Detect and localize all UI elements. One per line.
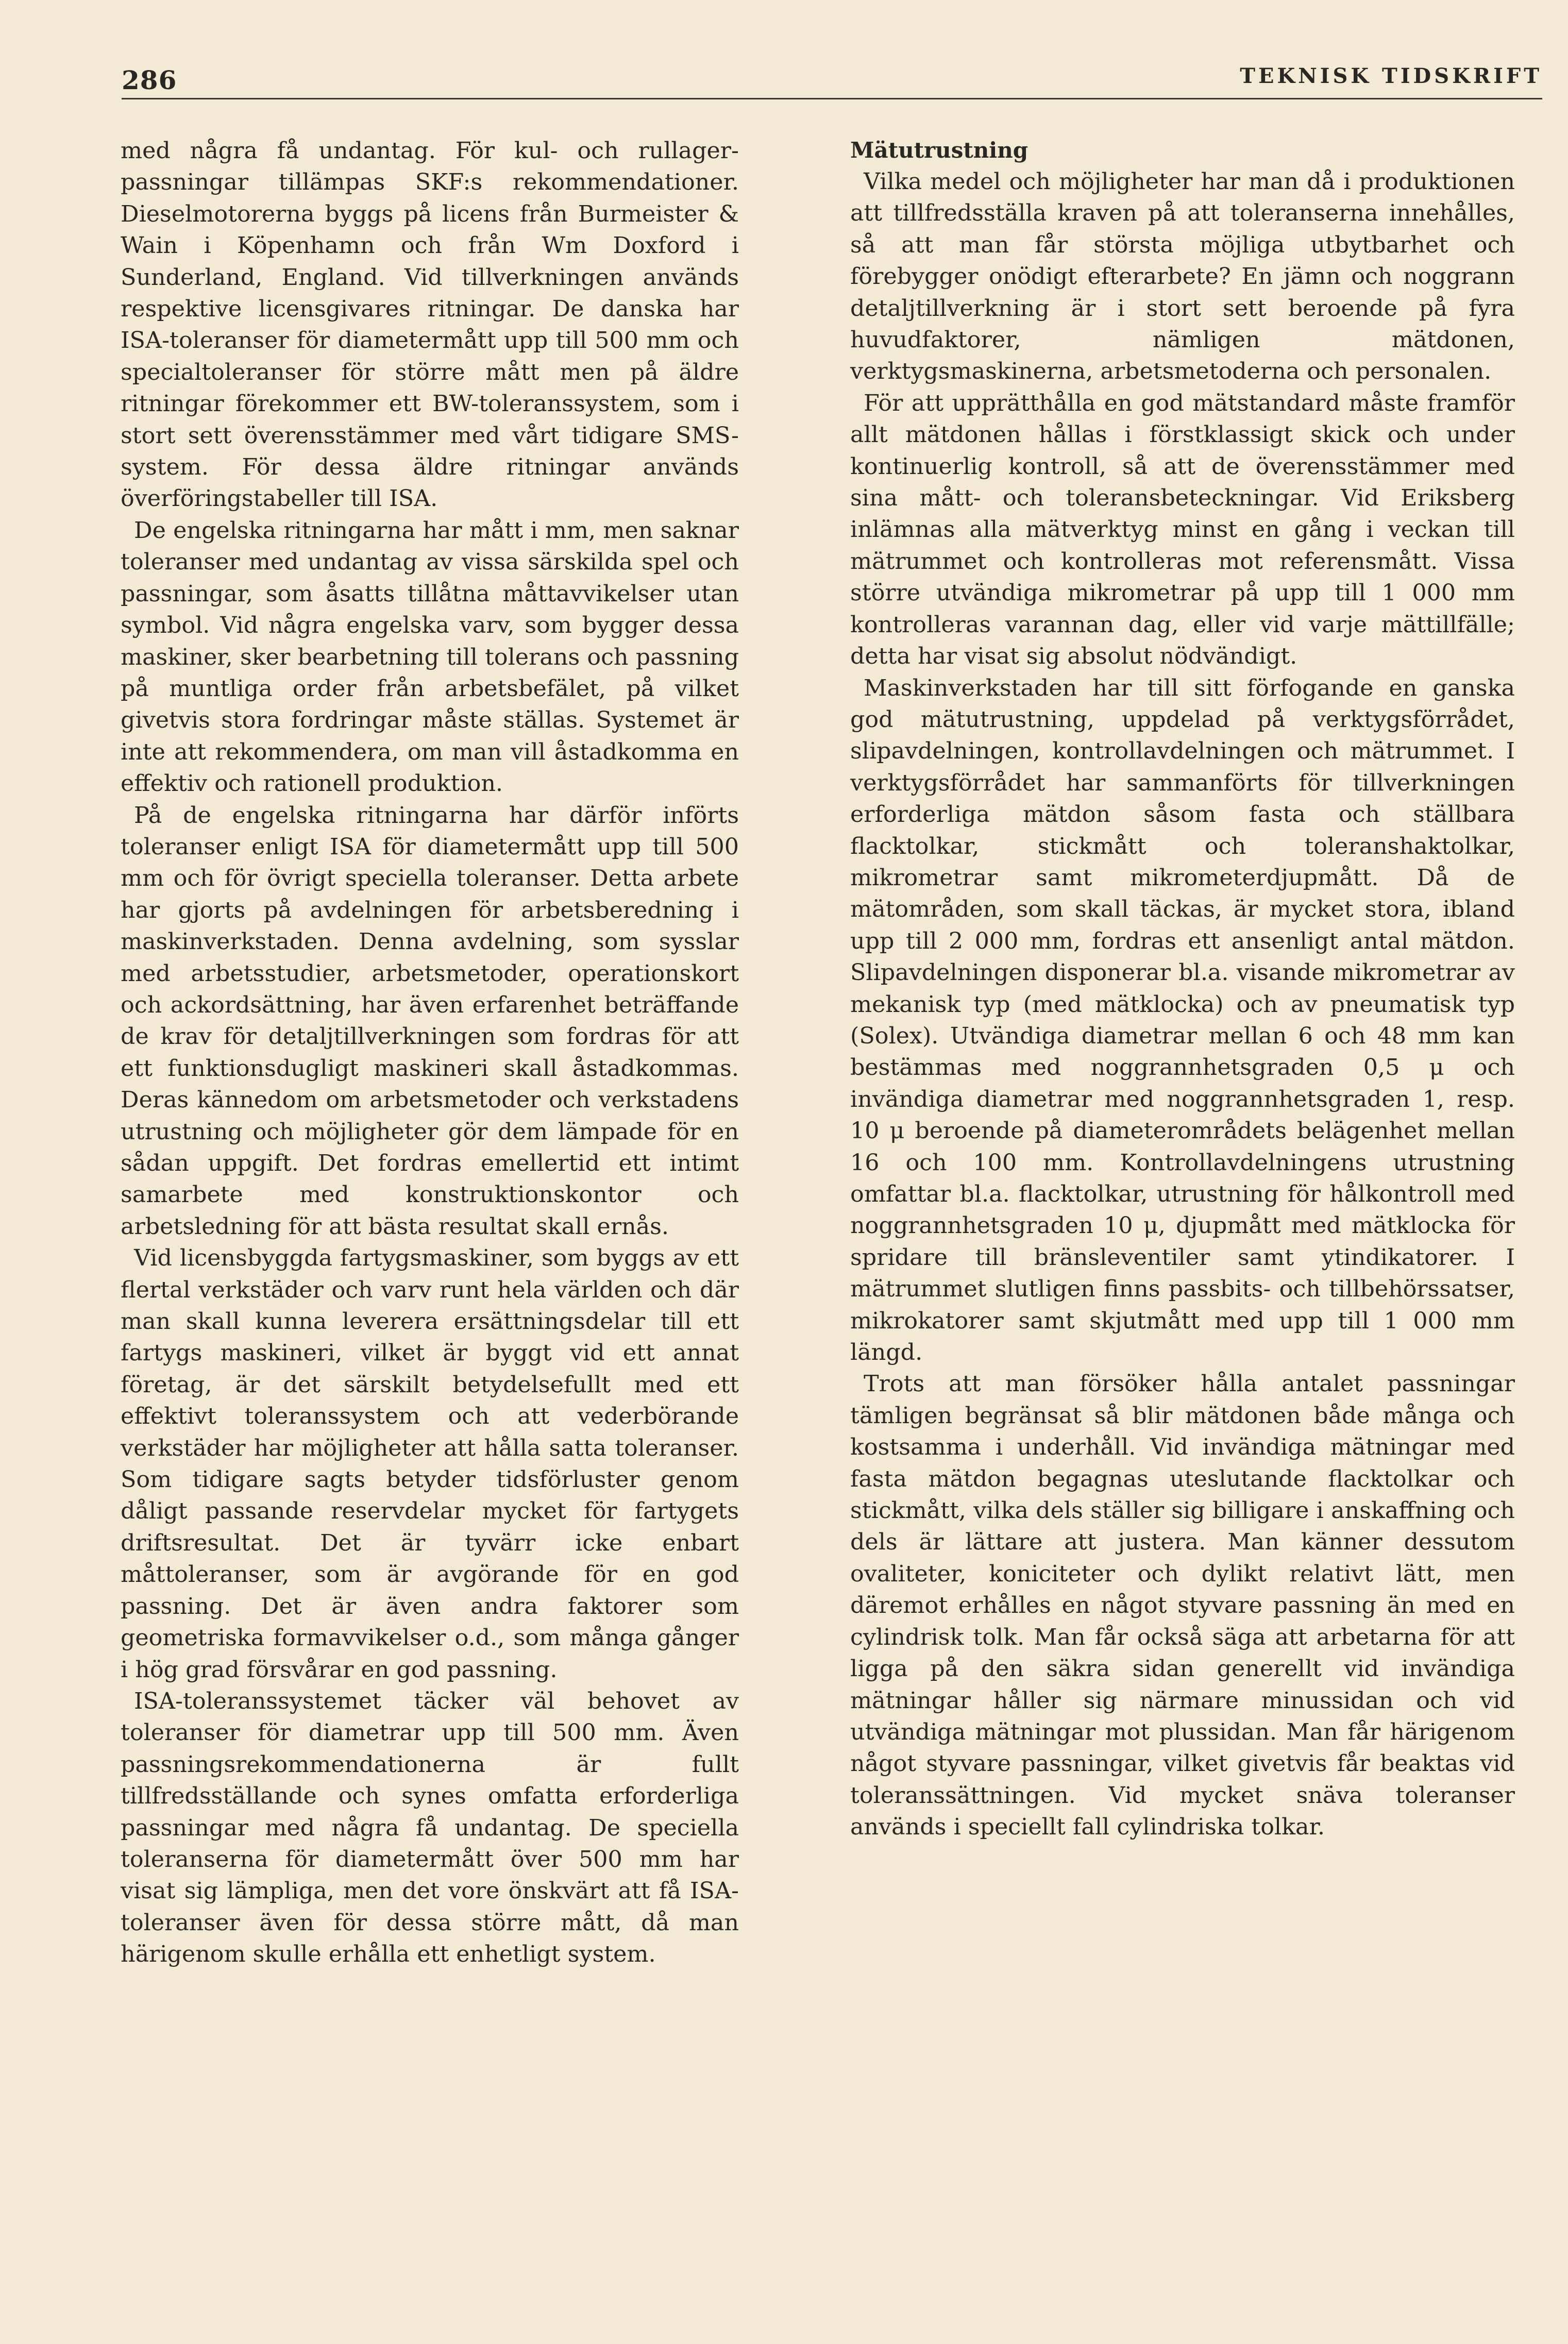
paragraph: med några få undantag. För kul- och rullager-passningar tillämpas SKF:s rekommendationer. Dieselmotorerna byggs på licens från Burmeister & Wain i Köpenhamn och från Wm Doxford i Sunderland, England. Vid tillverkningen används respektive licensgivares ritningar. De danska har ISA-toleranser för diametermått upp till 500 mm och specialtoleranser för större mått men på äldre ritningar förekommer ett BW-toleranssystem, som i stort sett överensstämmer med vårt tidigare SMS-system. För dessa äldre ritningar används överföringstabeller till ISA. bbox=[121, 138, 739, 512]
left-column bbox=[121, 135, 739, 1970]
paragraph: För att upprätthålla en god mätstandard måste framför allt mätdonen hållas i förstklassigt skick och under kontinuerlig kontroll, så att de överensstämmer med sina mått- och toleransbeteckningar. Vid Eriksberg inlämnas alla mätverktyg minst en gång i veckan till mätrummet och kontrolleras mot referensmått. Vissa större utvändiga mikrometrar på upp till 1 000 mm kontrolleras varannan dag, eller vid varje mättillfälle; detta har visat sig absolut nödvändigt. bbox=[850, 390, 1515, 670]
paragraph: Vilka medel och möjligheter har man då i produktionen att tillfredsställa kraven på att toleranserna innehålles, så att man får största möjliga utbytbarhet och förebygger onödigt efterarbete? En jämn och noggrann detaljtillverkning är i stort sett beroende på fyra huvudfaktorer, nämligen mätdonen, verktygsmaskinerna, arbetsmetoderna och personalen. bbox=[850, 168, 1515, 385]
section-heading: Mätutrustning bbox=[850, 138, 1029, 163]
page-number: 286 bbox=[122, 65, 177, 95]
paragraph: Maskinverkstaden har till sitt förfogande en ganska god mätutrustning, uppdelad på verktygsförrådet, slipavdelningen, kontrollavdelningen och mätrummet. I verktygsförrådet har sammanförts för tillverkningen erforderliga mätdon såsom fasta och ställbara flacktolkar, stickmått och toleranshaktolkar, mikrometrar samt mikrometerdjupmått. Då de mätområden, som skall täckas, är mycket stora, ibland upp till 2 000 mm, fordras ett ansenligt antal mätdon. Slipavdelningen disponerar bl.a. visande mikrometrar av mekanisk typ (med mätklocka) och av pneumatisk typ (Solex). Utvändiga diametrar mellan 6 och 48 mm kan bestämmas med noggrannhetsgraden 0,5 μ och invändiga diametrar med noggrannhetsgraden 1, resp. 10 μ beroende på diameterområdets belägenhet mellan 16 och 100 mm. Kontrollavdelningens utrustning omfattar bl.a. flacktolkar, utrustning för hålkontroll med noggrannhetsgraden 10 μ, djupmått med mätklocka för spridare till bränsleventiler samt ytindikatorer. I mätrummet slutligen finns passbits- och tillbehörssatser, mikrokatorer samt skjutmått med upp till 1 000 mm längd. bbox=[850, 674, 1515, 1366]
header-rule bbox=[122, 98, 1542, 99]
paragraph: ISA-toleranssystemet täcker väl behovet av toleranser för diametrar upp till 500 mm. Även passningsrekommendationerna är fullt tillfredsställande och synes omfatta erforderliga passningar med några få undantag. De speciella toleranserna för diametermått över 500 mm har visat sig lämpliga, men det vore önskvärt att få ISA-toleranser även för dessa större mått, då man härigenom skulle erhålla ett enhetligt system. bbox=[121, 1688, 739, 1968]
right-column bbox=[850, 135, 1515, 1843]
paragraph: På de engelska ritningarna har därför införts toleranser enligt ISA för diametermått upp till 500 mm och för övrigt speciella toleranser. Detta arbete har gjorts på avdelningen för arbetsberedning i maskinverkstaden. Denna avdelning, som sysslar med arbetsstudier, arbetsmetoder, operationskort och ackordsättning, har även erfarenhet beträffande de krav för detaljtillverkningen som fordras för att ett funktionsdugligt maskineri skall åstadkommas. Deras kännedom om arbetsmetoder och verkstadens utrustning och möjligheter gör dem lämpade för en sådan uppgift. Det fordras emellertid ett intimt samarbete med konstruktionskontor och arbetsledning för att bästa resultat skall ernås. bbox=[121, 802, 739, 1240]
running-head: TEKNISK TIDSKRIFT bbox=[1240, 64, 1542, 88]
paragraph: De engelska ritningarna har mått i mm, men saknar toleranser med undantag av vissa särskilda spel och passningar, som åsatts tillåtna måttavvikelser utan symbol. Vid några engelska varv, som bygger dessa maskiner, sker bearbetning till tolerans och passning på muntliga order från arbetsbefälet, på vilket givetvis stora fordringar måste ställas. Systemet är inte att rekommendera, om man vill åstadkomma en effektiv och rationell produktion. bbox=[121, 517, 739, 797]
paragraph: Trots att man försöker hålla antalet passningar tämligen begränsat så blir mätdonen både många och kostsamma i underhåll. Vid invändiga mätningar med fasta mätdon begagnas uteslutande flacktolkar och stickmått, vilka dels ställer sig billigare i anskaffning och dels är lättare att justera. Man känner dessutom ovaliteter, koniciteter och dylikt relativt lätt, men däremot erhålles en något styvare passning än med en cylindrisk tolk. Man får också säga att arbetarna för att ligga på den säkra sidan generellt vid invändiga mätningar håller sig närmare minussidan och vid utvändiga mätningar mot plussidan. Man får härigenom något styvare passningar, vilket givetvis får beaktas vid toleranssättningen. Vid mycket snäva toleranser används i speciellt fall cylindriska tolkar. bbox=[850, 1371, 1515, 1841]
paragraph: Vid licensbyggda fartygsmaskiner, som byggs av ett flertal verkstäder och varv runt hela världen och där man skall kunna leverera ersättningsdelar till ett fartygs maskineri, vilket är byggt vid ett annat företag, är det särskilt betydelsefullt med ett effektivt toleranssystem och att vederbörande verkstäder har möjligheter att hålla satta toleranser. Som tidigare sagts betyder tidsförluster genom dåligt passande reservdelar mycket för fartygets driftsresultat. Det är tyvärr icke enbart måttoleranser, som är avgörande för en god passning. Det är även andra faktorer som geometriska formavvikelser o.d., som många gånger i hög grad försvårar en god passning. bbox=[121, 1245, 739, 1683]
